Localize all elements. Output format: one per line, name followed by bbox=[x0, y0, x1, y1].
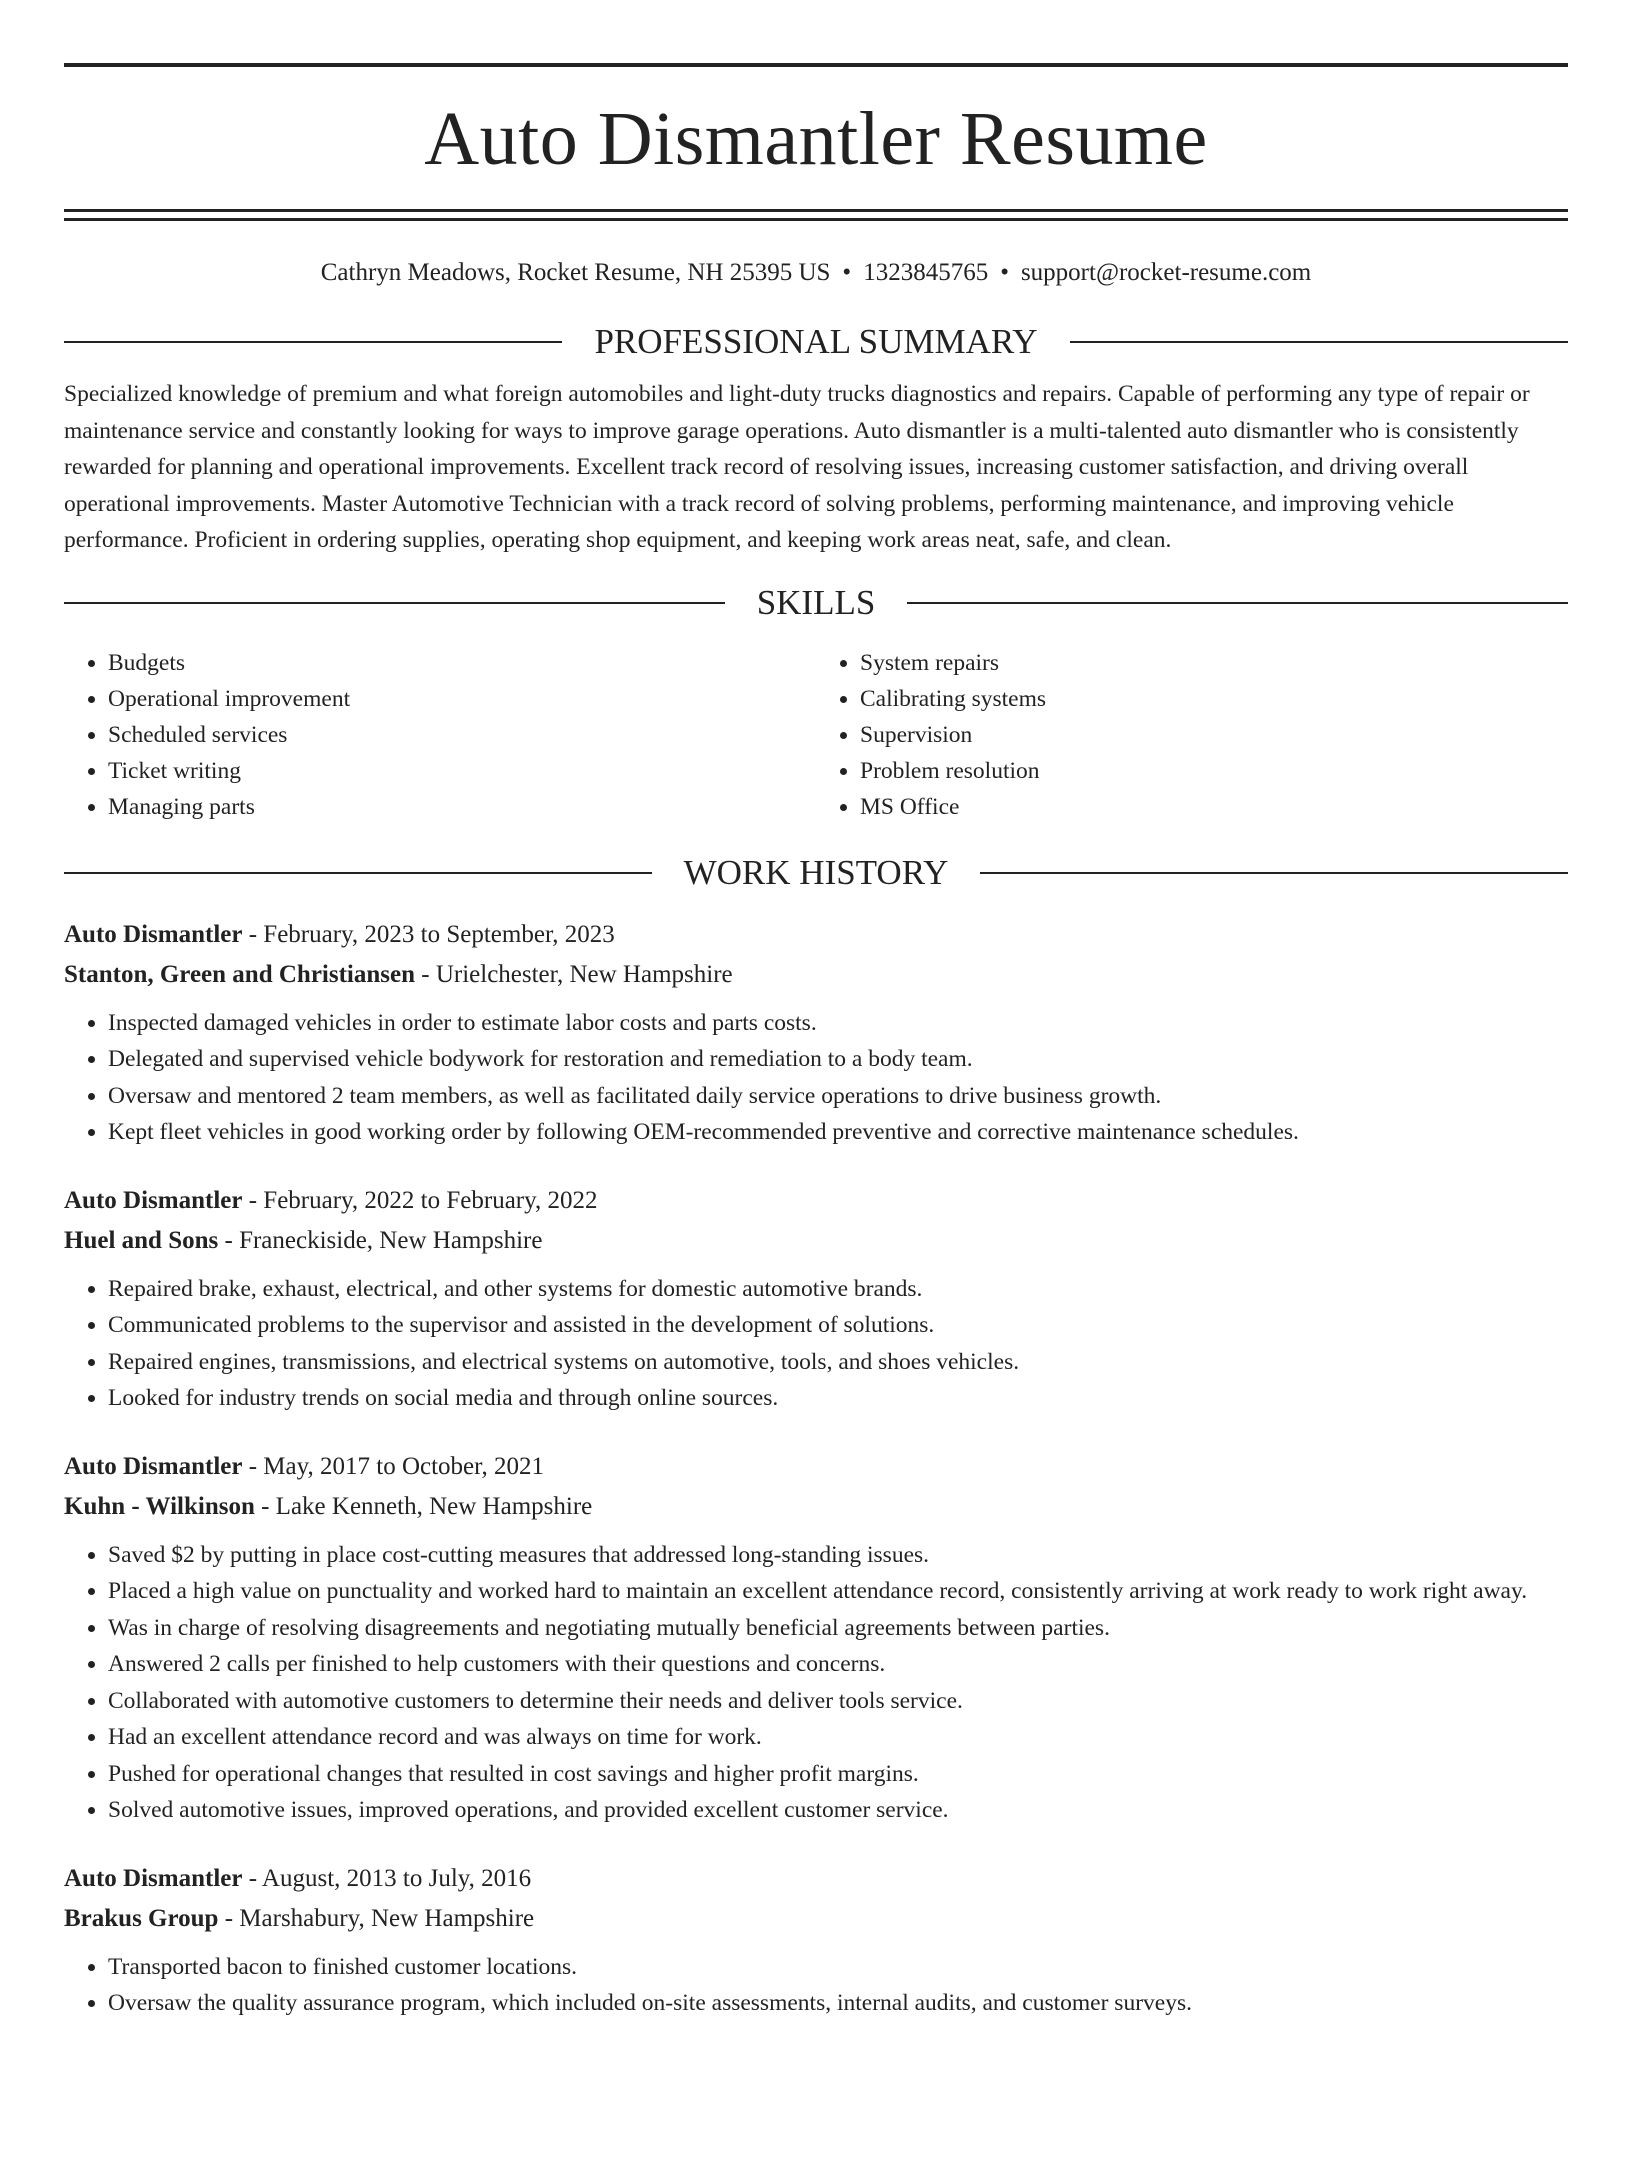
job-title: Auto Dismantler bbox=[64, 920, 243, 948]
skill-item: • Calibrating systems bbox=[860, 681, 1568, 717]
job-entry bbox=[64, 1447, 1568, 1829]
job-bullet: • Inspected damaged vehicles in order to estimate labor costs and parts costs. bbox=[108, 1005, 1568, 1042]
job-bullet: • Solved automotive issues, improved operations, and provided excellent customer service. bbox=[108, 1792, 1568, 1829]
job-entry bbox=[64, 1859, 1568, 2022]
job-bullet: • Collaborated with automotive customers to determine their needs and deliver tools service. bbox=[108, 1683, 1568, 1720]
resume-page bbox=[0, 63, 1632, 2175]
job-company: Stanton, Green and Christiansen bbox=[64, 960, 415, 988]
job-bullet: • Repaired engines, transmissions, and electrical systems on automotive, tools, and shoes vehicles. bbox=[108, 1344, 1568, 1381]
job-bullet: • Placed a high value on punctuality and worked hard to maintain an excellent attendance record, consistently arriving at work ready to work right away. bbox=[108, 1573, 1568, 1610]
job-bullet: • Saved $2 by putting in place cost-cutting measures that addressed long-standing issues. bbox=[108, 1537, 1568, 1574]
job-company-line bbox=[64, 1221, 1568, 1261]
job-entry bbox=[64, 915, 1568, 1151]
job-location: - Marshabury, New Hampshire bbox=[218, 1904, 535, 1932]
skill-item: • Budgets bbox=[108, 645, 816, 681]
job-bullets bbox=[64, 1271, 1568, 1417]
skills-column-right bbox=[816, 645, 1568, 825]
job-company: Brakus Group bbox=[64, 1904, 219, 1932]
skills-heading-text: SKILLS bbox=[756, 582, 876, 622]
skills-heading bbox=[64, 583, 1568, 623]
job-bullet: • Transported bacon to finished customer locations. bbox=[108, 1949, 1568, 1986]
skills-list bbox=[64, 645, 1568, 825]
skill-item: • Problem resolution bbox=[860, 753, 1568, 789]
contact-separator: • bbox=[1000, 259, 1009, 286]
contact-separator: • bbox=[842, 259, 852, 286]
contact-phone: 1323845765 bbox=[863, 259, 989, 286]
job-bullet: • Repaired brake, exhaust, electrical, and other systems for domestic automotive brands. bbox=[108, 1271, 1568, 1308]
job-bullet: • Oversaw the quality assurance program, which included on-site assessments, internal audits, and customer surveys. bbox=[108, 1985, 1568, 2022]
skill-item: • MS Office bbox=[860, 789, 1568, 825]
job-company-line bbox=[64, 955, 1568, 995]
skill-item: • Ticket writing bbox=[108, 753, 816, 789]
summary-paragraph: Specialized knowledge of premium and what foreign automobiles and light-duty trucks diagnostics and repairs. Capable of performing any type of repair or maintenance service and constantly looking for ways to improve garage operations. Auto dismantler is a multi-talented auto dismantler who is consistently rewarded for planning and operational improvements. Excellent track record of resolving issues, increasing customer satisfaction, and driving overall operational improvements. Master Automotive Technician with a track record of solving problems, performing maintenance, and improving vehicle performance. Proficient in ordering supplies, operating shop equipment, and keeping work areas neat, safe, and clean. bbox=[64, 381, 1530, 553]
job-bullets bbox=[64, 1537, 1568, 1829]
job-bullet: • Looked for industry trends on social media and through online sources. bbox=[108, 1380, 1568, 1417]
job-bullets bbox=[64, 1005, 1568, 1151]
job-bullet: • Answered 2 calls per finished to help customers with their questions and concerns. bbox=[108, 1646, 1568, 1683]
skill-item: • Managing parts bbox=[108, 789, 816, 825]
job-title: Auto Dismantler bbox=[64, 1864, 243, 1892]
job-dates: - May, 2017 to October, 2021 bbox=[242, 1452, 544, 1480]
job-title-line bbox=[64, 1859, 1568, 1899]
job-location: - Franeckiside, New Hampshire bbox=[218, 1226, 543, 1254]
job-bullet: • Was in charge of resolving disagreements and negotiating mutually beneficial agreements between parties. bbox=[108, 1610, 1568, 1647]
job-title: Auto Dismantler bbox=[64, 1452, 243, 1480]
job-company-line bbox=[64, 1899, 1568, 1939]
skill-item: • Operational improvement bbox=[108, 681, 816, 717]
job-bullet: • Communicated problems to the supervisor and assisted in the development of solutions. bbox=[108, 1307, 1568, 1344]
skill-item: • Supervision bbox=[860, 717, 1568, 753]
top-rule bbox=[64, 63, 1568, 67]
job-bullet: • Had an excellent attendance record and was always on time for work. bbox=[108, 1719, 1568, 1756]
summary-heading bbox=[64, 322, 1568, 362]
job-bullets bbox=[64, 1949, 1568, 2022]
job-title-line bbox=[64, 915, 1568, 955]
job-dates: - February, 2023 to September, 2023 bbox=[242, 920, 615, 948]
skills-column-left bbox=[64, 645, 816, 825]
contact-line bbox=[64, 258, 1568, 288]
work-history-heading bbox=[64, 853, 1568, 893]
job-entry bbox=[64, 1181, 1568, 1417]
job-bullet: • Oversaw and mentored 2 team members, as well as facilitated daily service operations to drive business growth. bbox=[108, 1078, 1568, 1115]
skill-item: • System repairs bbox=[860, 645, 1568, 681]
job-title-line bbox=[64, 1181, 1568, 1221]
resume-title: Auto Dismantler Resume bbox=[424, 97, 1208, 181]
job-bullet: • Pushed for operational changes that resulted in cost savings and higher profit margins. bbox=[108, 1756, 1568, 1793]
job-company-line bbox=[64, 1487, 1568, 1527]
job-dates: - August, 2013 to July, 2016 bbox=[242, 1864, 532, 1892]
contact-address: Cathryn Meadows, Rocket Resume, NH 25395 US bbox=[320, 259, 831, 286]
job-company: Kuhn - Wilkinson bbox=[64, 1492, 255, 1520]
summary-heading-text: PROFESSIONAL SUMMARY bbox=[594, 322, 1038, 361]
job-location: - Lake Kenneth, New Hampshire bbox=[254, 1492, 593, 1520]
job-title-line bbox=[64, 1447, 1568, 1487]
job-location: - Urielchester, New Hampshire bbox=[415, 960, 733, 988]
contact-email: support@rocket-resume.com bbox=[1020, 259, 1312, 286]
job-dates: - February, 2022 to February, 2022 bbox=[242, 1186, 598, 1214]
job-bullet: • Delegated and supervised vehicle bodywork for restoration and remediation to a body team. bbox=[108, 1041, 1568, 1078]
job-company: Huel and Sons bbox=[64, 1226, 219, 1254]
job-title: Auto Dismantler bbox=[64, 1186, 243, 1214]
job-bullet: • Kept fleet vehicles in good working order by following OEM-recommended preventive and corrective maintenance schedules. bbox=[108, 1114, 1568, 1151]
title-double-rule bbox=[64, 209, 1568, 221]
skill-item: • Scheduled services bbox=[108, 717, 816, 753]
work-history-heading-text: WORK HISTORY bbox=[683, 852, 949, 892]
